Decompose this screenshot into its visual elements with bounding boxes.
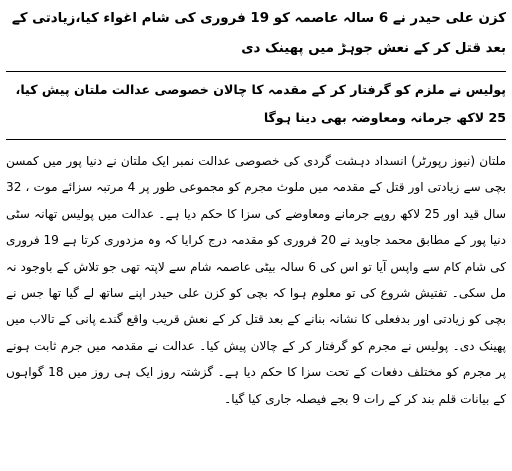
article-body: ملتان (نیوز رپورٹر) انسداد دہشت گردی کی خصوصی عدالت نمبر ایک ملتان نے دنیا پور میں کمسن بچی سے زیادتی اور قتل کے مقدمہ میں ملوث مجرم کو مجموعی طور پر 4 مرتبہ سزائے موت ، 32 سال قید اور 25 لاکھ روپے جرمانے ومعاوضے کی سزا کا حکم دیا ہے۔ عدالت میں پولیس تھانہ سٹی دنیا پور کے مطابق محمد جاوید نے 20 فروری کو مقدمہ درج کرایا کہ وہ مزدوری کرتا ہے 19 فروری کی شام کام سے واپس آیا تو اس کی 6 سالہ بیٹی عاصمہ شام سے لاپتہ تھی جو تلاش کے باوجود نہ مل سکی۔ تفتیش شروع کی تو معلوم ہوا کہ بچی کو کزن علی حیدر اپنے ساتھ لے گیا تھا جس نے بچی کو زیادتی اور بدفعلی کا نشانہ بنانے کے بعد قتل کر کے نعش قریب واقع گندے پانی کے تالاب میں پھینک دی۔ پولیس نے مجرم کو گرفتار کر کے چالان پیش کیا۔ عدالت نے مقدمہ میں جرم ثابت ہونے پر مجرم کو مختلف دفعات کے تحت سزا کا حکم دیا ہے۔ گزشتہ روز ایک ہی روز میں 18 گواہوں کے بیانات قلم بند کر کے رات 9 بجے فیصلہ جاری کیا گیا۔ [6,154,506,406]
primary-headline: کزن علی حیدر نے 6 سالہ عاصمہ کو 19 فروری کی شام اغواء کیا،زیادتی کے بعد قتل کر کے نعش جوہڑ میں پھینک دی [11,11,506,56]
headline-divider [6,71,506,72]
secondary-headline: پولیس نے ملزم کو گرفتار کر کے مقدمہ کا چالان خصوصی عدالت ملتان پیش کیا، 25 لاکھ جرمانہ ومعاوضہ بھی دینا ہوگا [15,82,506,125]
body-divider [6,139,506,140]
